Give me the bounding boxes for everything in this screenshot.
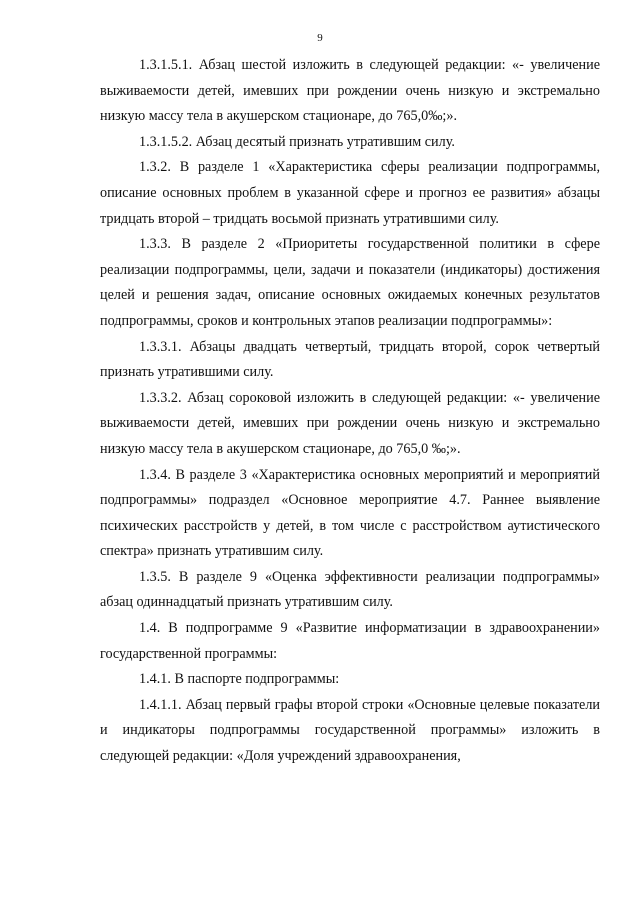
paragraph-1-3-4: 1.3.4. В разделе 3 «Характеристика основных мероприятий и мероприятий подпрограммы» подраздел «Основное мероприятие 4.7. Раннее выявление психических расстройств у детей, в том числе с расстройством аутистического спектра» признать утратившим силу. — [100, 466, 600, 560]
paragraph-1-3-3: 1.3.3. В разделе 2 «Приоритеты государственной политики в сфере реализации подпрограммы, цели, задачи и показатели (индикаторы) достижения целей и решения задач, описание основных ожидаемых конечных результатов подпрограммы, сроков и контрольных этапов реализации подпрограммы»: — [100, 236, 600, 329]
paragraph-1-3-1-5-1: 1.3.1.5.1. Абзац шестой изложить в следующей редакции: «- увеличение выживаемости детей, имевших при рождении очень низкую и экстремально низкую массу тела в акушерском стационаре, до 765,0‰;». — [100, 57, 600, 125]
paragraph-1-3-2: 1.3.2. В разделе 1 «Характеристика сферы реализации подпрограммы, описание основных проблем в указанной сфере и прогноз ее развития» абзацы тридцать второй – тридцать восьмой признать утратившими силу. — [100, 159, 600, 227]
paragraph-1-3-3-2: 1.3.3.2. Абзац сороковой изложить в следующей редакции: «- увеличение выживаемости детей, имевших при рождении очень низкую и экстремально низкую массу тела в акушерском стационаре, до 765,0 ‰;». — [100, 389, 600, 457]
paragraph-1-4-1: 1.4.1. В паспорте подпрограммы: — [139, 671, 340, 688]
document-body — [100, 53, 600, 770]
paragraph-1-3-3-1: 1.3.3.1. Абзацы двадцать четвертый, тридцать второй, сорок четвертый признать утратившими силу. — [100, 338, 600, 381]
paragraph-1-3-5: 1.3.5. В разделе 9 «Оценка эффективности реализации подпрограммы» абзац одиннадцатый признать утратившим силу. — [100, 568, 600, 611]
paragraph-1-4-1-1: 1.4.1.1. Абзац первый графы второй строки «Основные целевые показатели и индикаторы подпрограммы государственной программы» изложить в следующей редакции: «Доля учреждений здравоохранения, — [100, 696, 600, 765]
paragraph-1-3-1-5-2: 1.3.1.5.2. Абзац десятый признать утратившим силу. — [139, 133, 455, 150]
page-number: 9 — [317, 32, 323, 44]
paragraph-1-4: 1.4. В подпрограмме 9 «Развитие информатизации в здравоохранении» государственной программы: — [100, 620, 600, 662]
